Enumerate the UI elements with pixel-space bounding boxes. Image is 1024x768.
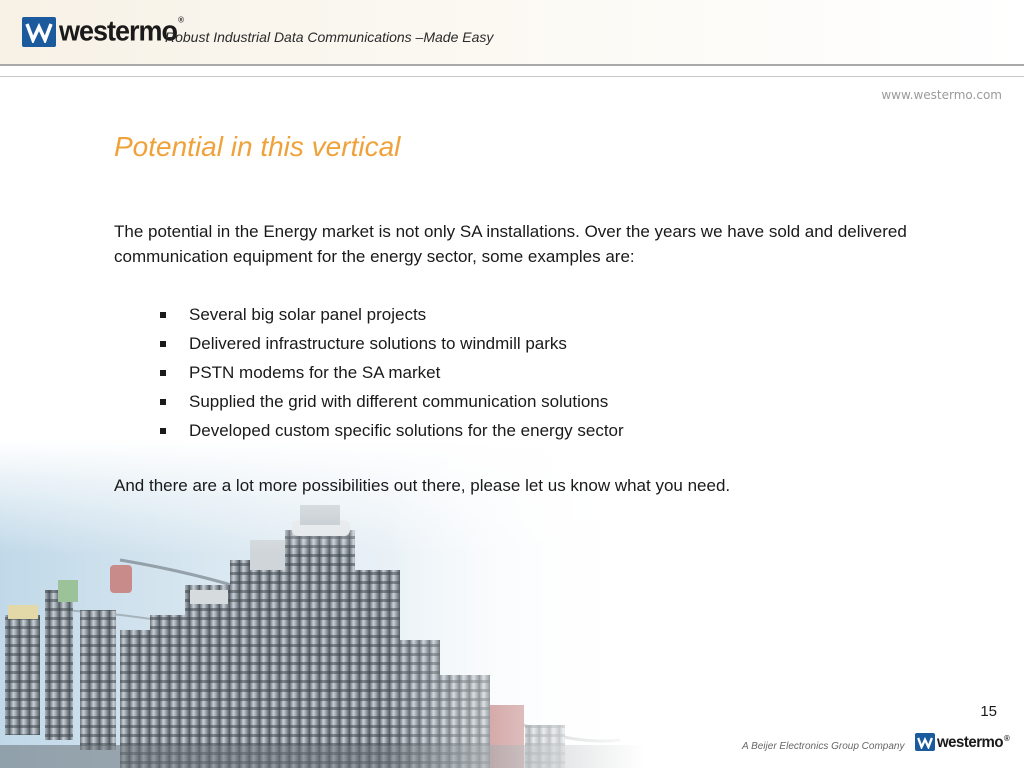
- list-item: [160, 329, 624, 358]
- list-item-text: Several big solar panel projects: [189, 304, 427, 324]
- list-item-text: Developed custom specific solutions for the energy sector: [189, 420, 624, 440]
- list-item: [160, 416, 624, 445]
- slide-title: Potential in this vertical: [114, 131, 401, 162]
- list-item-text: Supplied the grid with different communication solutions: [189, 391, 609, 411]
- website-url: www.westermo.com: [881, 88, 1002, 102]
- footer-brand-wordmark: westermo®: [937, 733, 1010, 751]
- examples-list: [160, 300, 624, 445]
- footer-company-text: A Beijer Electronics Group Company: [742, 741, 905, 752]
- list-item-text: PSTN modems for the SA market: [189, 362, 441, 382]
- brand-wordmark: westermo®: [59, 15, 183, 47]
- square-bullet-icon: [160, 428, 166, 434]
- footer-westermo-logo: [915, 733, 1009, 751]
- list-item: [160, 300, 624, 329]
- westermo-logo: [22, 16, 183, 47]
- westermo-w-logo-icon: [22, 17, 56, 47]
- list-item-text: Delivered infrastructure solutions to windmill parks: [189, 333, 567, 353]
- intro-paragraph: The potential in the Energy market is not only SA installations. Over the years we have sold and delivered communication equipment for the energy sector, some examples are:: [114, 222, 907, 266]
- header-divider-thin: [0, 76, 1024, 77]
- list-item: [160, 387, 624, 416]
- tagline: Robust Industrial Data Communications –Made Easy: [165, 29, 494, 45]
- list-item: [160, 358, 624, 387]
- closing-paragraph: And there are a lot more possibilities out there, please let us know what you need.: [114, 476, 731, 495]
- square-bullet-icon: [160, 312, 166, 318]
- square-bullet-icon: [160, 399, 166, 405]
- westermo-w-logo-icon: [915, 733, 935, 751]
- square-bullet-icon: [160, 370, 166, 376]
- header-divider: [0, 64, 1024, 66]
- square-bullet-icon: [160, 341, 166, 347]
- page-number: 15: [980, 703, 997, 720]
